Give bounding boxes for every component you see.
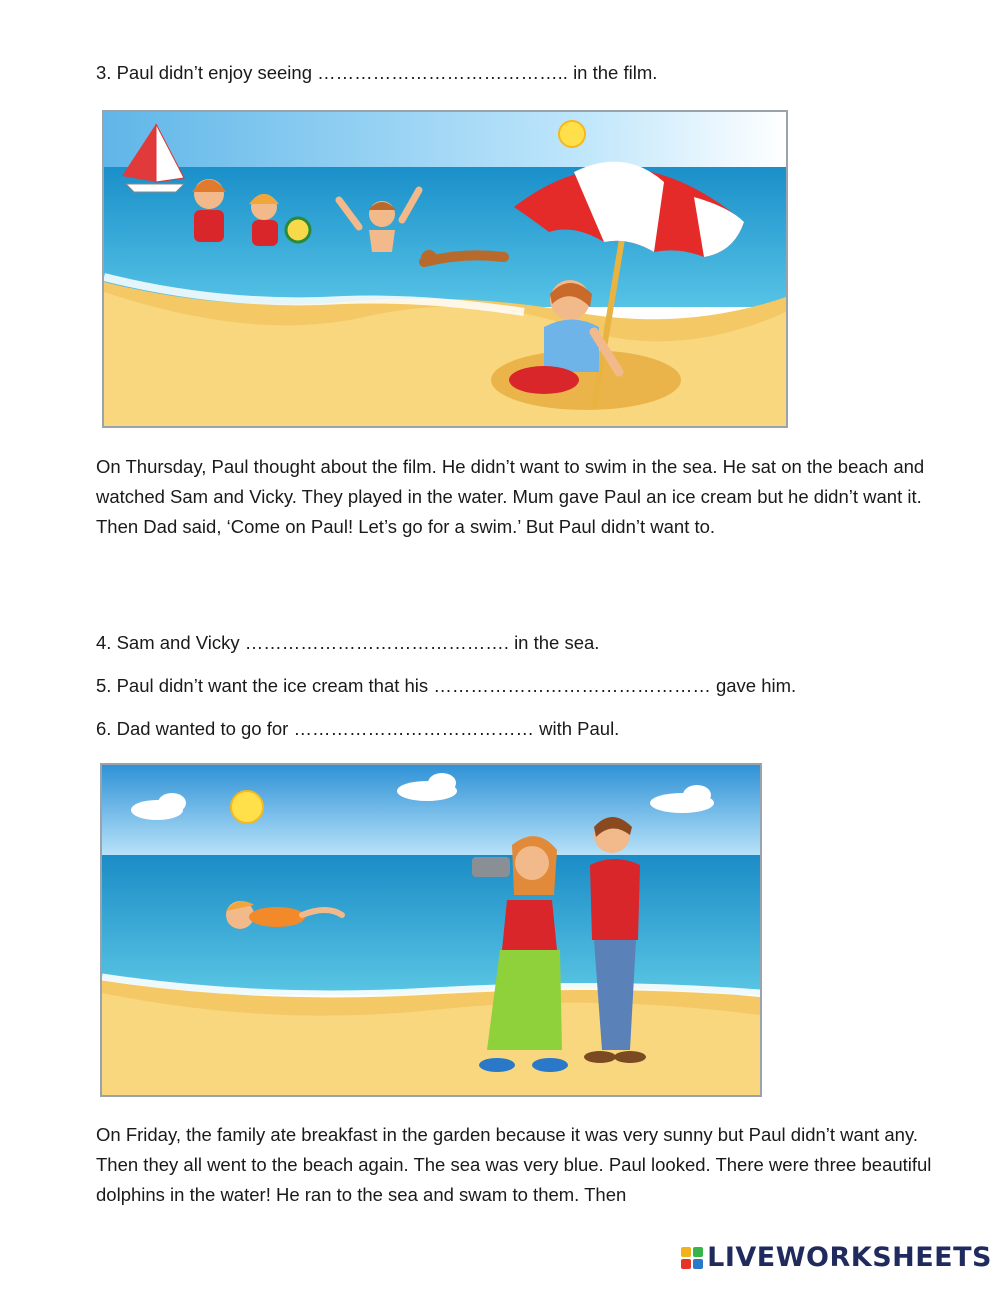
answer-blank-4[interactable]: ……………………………………. <box>244 632 509 653</box>
question-3 <box>96 58 657 88</box>
question-text-after: in the sea. <box>514 632 600 653</box>
question-text-after: in the film. <box>573 62 658 83</box>
logo-square-l <box>681 1247 691 1257</box>
question-6 <box>96 714 619 744</box>
question-5 <box>96 671 796 701</box>
question-text-before: Paul didn’t enjoy seeing <box>116 62 312 83</box>
question-number: 4. <box>96 632 112 653</box>
question-text-before: Dad wanted to go for <box>116 718 289 739</box>
logo-square-i <box>693 1247 703 1257</box>
friday-paragraph: On Friday, the family ate breakfast in the garden because it was very sunny but Paul didn’t want any. Then they all went to the beach again. The sea was very blue. Paul looked. There were three beautiful dolphins in the water! He ran to the sea and swam to them. Then <box>96 1124 932 1205</box>
question-number: 6. <box>96 718 112 739</box>
question-text-after: gave him. <box>715 675 797 696</box>
question-number: 3. <box>96 62 112 83</box>
liveworksheets-logo <box>681 1242 992 1273</box>
logo-square-v <box>681 1259 691 1269</box>
logo-square-e <box>693 1259 703 1269</box>
question-number: 5. <box>96 675 112 696</box>
brand-name: LIVEWORKSHEETS <box>707 1242 992 1273</box>
beach-umbrella-illustration <box>102 110 788 428</box>
logo-mark-icon <box>681 1247 703 1269</box>
beach-swimming-illustration <box>100 763 762 1097</box>
question-text-before: Sam and Vicky <box>116 632 240 653</box>
answer-blank-5[interactable]: ……………………………………… <box>433 675 711 696</box>
question-4 <box>96 628 599 658</box>
question-text-before: Paul didn’t want the ice cream that his <box>116 675 429 696</box>
answer-blank-6[interactable]: ………………………………… <box>293 718 534 739</box>
thursday-paragraph: On Thursday, Paul thought about the film. He didn’t want to swim in the sea. He sat on the beach and watched Sam and Vicky. They played in the water. Mum gave Paul an ice cream but he didn’t want it. Then Dad said, ‘Come on Paul! Let’s go for a swim.’ But Paul didn’t want to. <box>96 456 925 537</box>
question-text-after: with Paul. <box>539 718 620 739</box>
answer-blank-3[interactable]: ………………………………….. <box>317 62 568 83</box>
